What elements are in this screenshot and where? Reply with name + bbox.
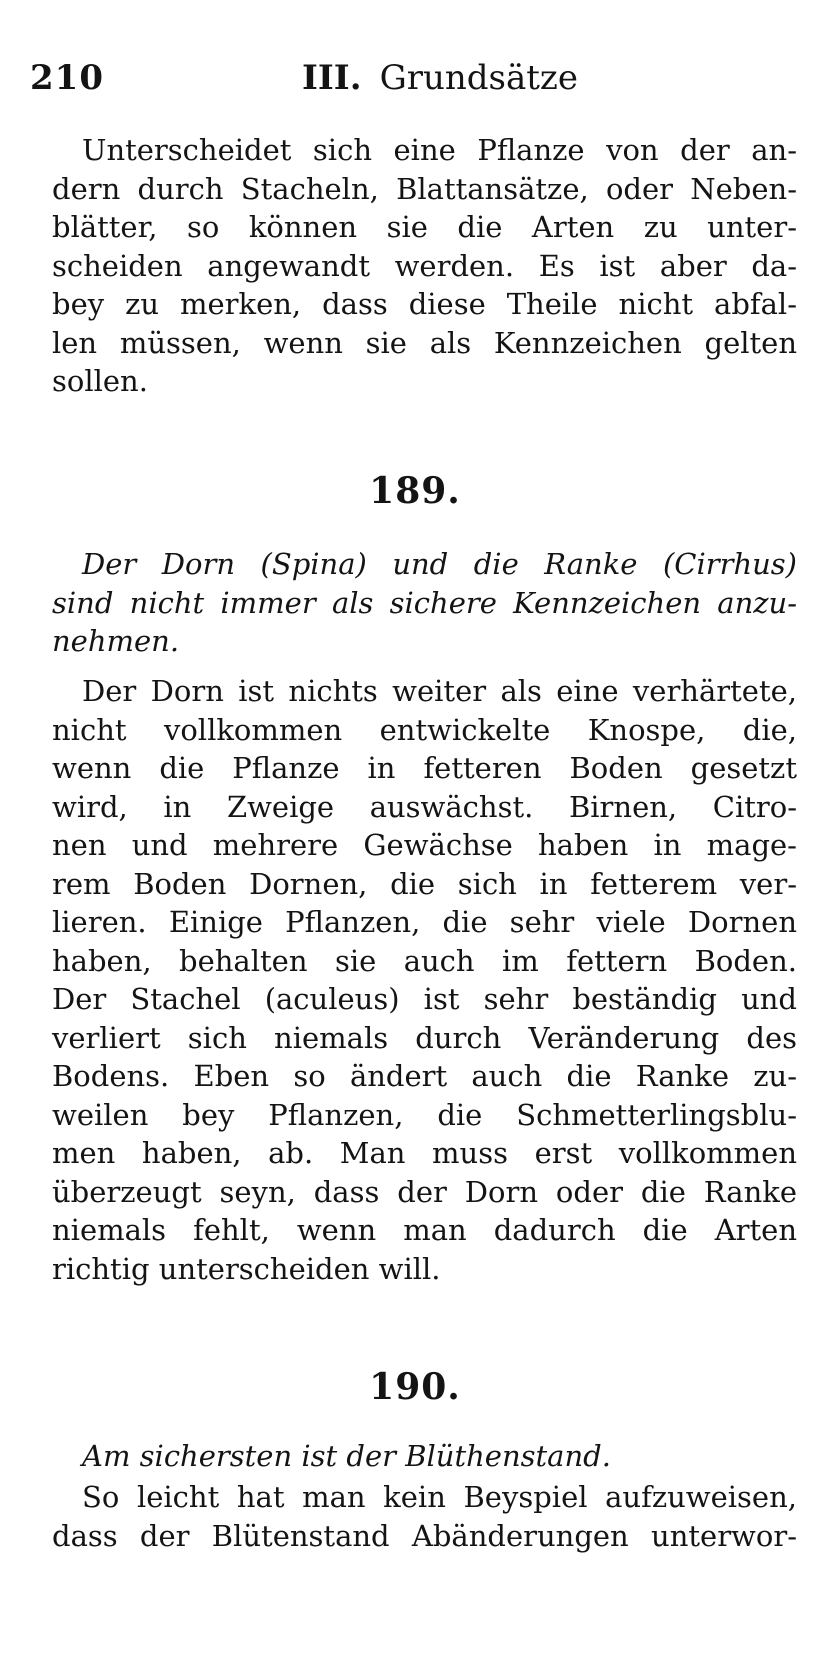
text-line: Bodens. Eben so ändert auch die Ranke zu- — [52, 1059, 797, 1093]
text-line: len müssen, wenn sie als Kennzeichen gelten — [52, 325, 797, 360]
text-line: überzeugt seyn, dass der Dorn oder die Ranke — [52, 1174, 797, 1209]
section-heading-190 — [52, 1437, 797, 1476]
section-body-190 — [52, 1478, 797, 1555]
text-line: scheiden angewandt werden. Es ist aber da- — [52, 248, 797, 283]
text-line: niemals fehlt, wenn man dadurch die Arten — [52, 1213, 797, 1247]
text-line: Unterscheidet sich eine Pflanze von der an- — [82, 133, 797, 167]
text-line: nicht vollkommen entwickelte Knospe, die, — [52, 712, 797, 747]
text-line: rem Boden Dornen, die sich in fetterem ver- — [52, 866, 797, 901]
section-number-190: 190. — [369, 1366, 461, 1408]
heading-line: Am sichersten ist der Blüthenstand. — [82, 1439, 611, 1473]
section-body-189 — [52, 672, 797, 1288]
chapter-title: Grundsätze — [379, 58, 578, 98]
chapter-numeral: III. — [302, 58, 362, 98]
running-head — [302, 58, 578, 98]
section-heading-189 — [52, 545, 797, 661]
text-line: haben, behalten sie auch im fettern Boden. — [52, 943, 797, 978]
text-line: So leicht hat man kein Beyspiel aufzuweisen, — [82, 1480, 797, 1514]
section-number-189: 189. — [369, 470, 461, 512]
text-line: sollen. — [52, 364, 148, 398]
heading-line: Der Dorn (Spina) und die Ranke (Cirrhus) — [82, 547, 797, 581]
text-line: verliert sich niemals durch Veränderung des — [52, 1020, 797, 1055]
text-line: blätter, so können sie die Arten zu unter- — [52, 210, 797, 244]
text-line: dern durch Stacheln, Blattansätze, oder Neben- — [52, 171, 797, 206]
text-line: lieren. Einige Pflanzen, die sehr viele Dornen — [52, 905, 797, 939]
text-line: wenn die Pflanze in fetteren Boden gesetzt — [52, 751, 797, 785]
text-line: weilen bey Pflanzen, die Schmetterlingsblu- — [52, 1097, 797, 1132]
paragraph-continued — [52, 131, 797, 401]
text-line: Der Stachel (aculeus) ist sehr beständig und — [52, 982, 797, 1016]
text-line: nen und mehrere Gewächse haben in mage- — [52, 828, 797, 862]
heading-line: sind nicht immer als sichere Kennzeichen anzu- — [52, 585, 797, 620]
text-line: Der Dorn ist nichts weiter als eine verhärtete, — [82, 674, 797, 708]
text-line: richtig unterscheiden will. — [52, 1251, 441, 1286]
text-line: bey zu merken, dass diese Theile nicht abfal- — [52, 287, 797, 321]
page-number: 210 — [30, 58, 104, 98]
page-header — [30, 58, 790, 108]
text-line: men haben, ab. Man muss erst vollkommen — [52, 1136, 797, 1170]
heading-line: nehmen. — [52, 624, 180, 658]
text-line: dass der Blütenstand Abänderungen unterwor- — [52, 1518, 797, 1553]
text-line: wird, in Zweige auswächst. Birnen, Citro- — [52, 789, 797, 824]
